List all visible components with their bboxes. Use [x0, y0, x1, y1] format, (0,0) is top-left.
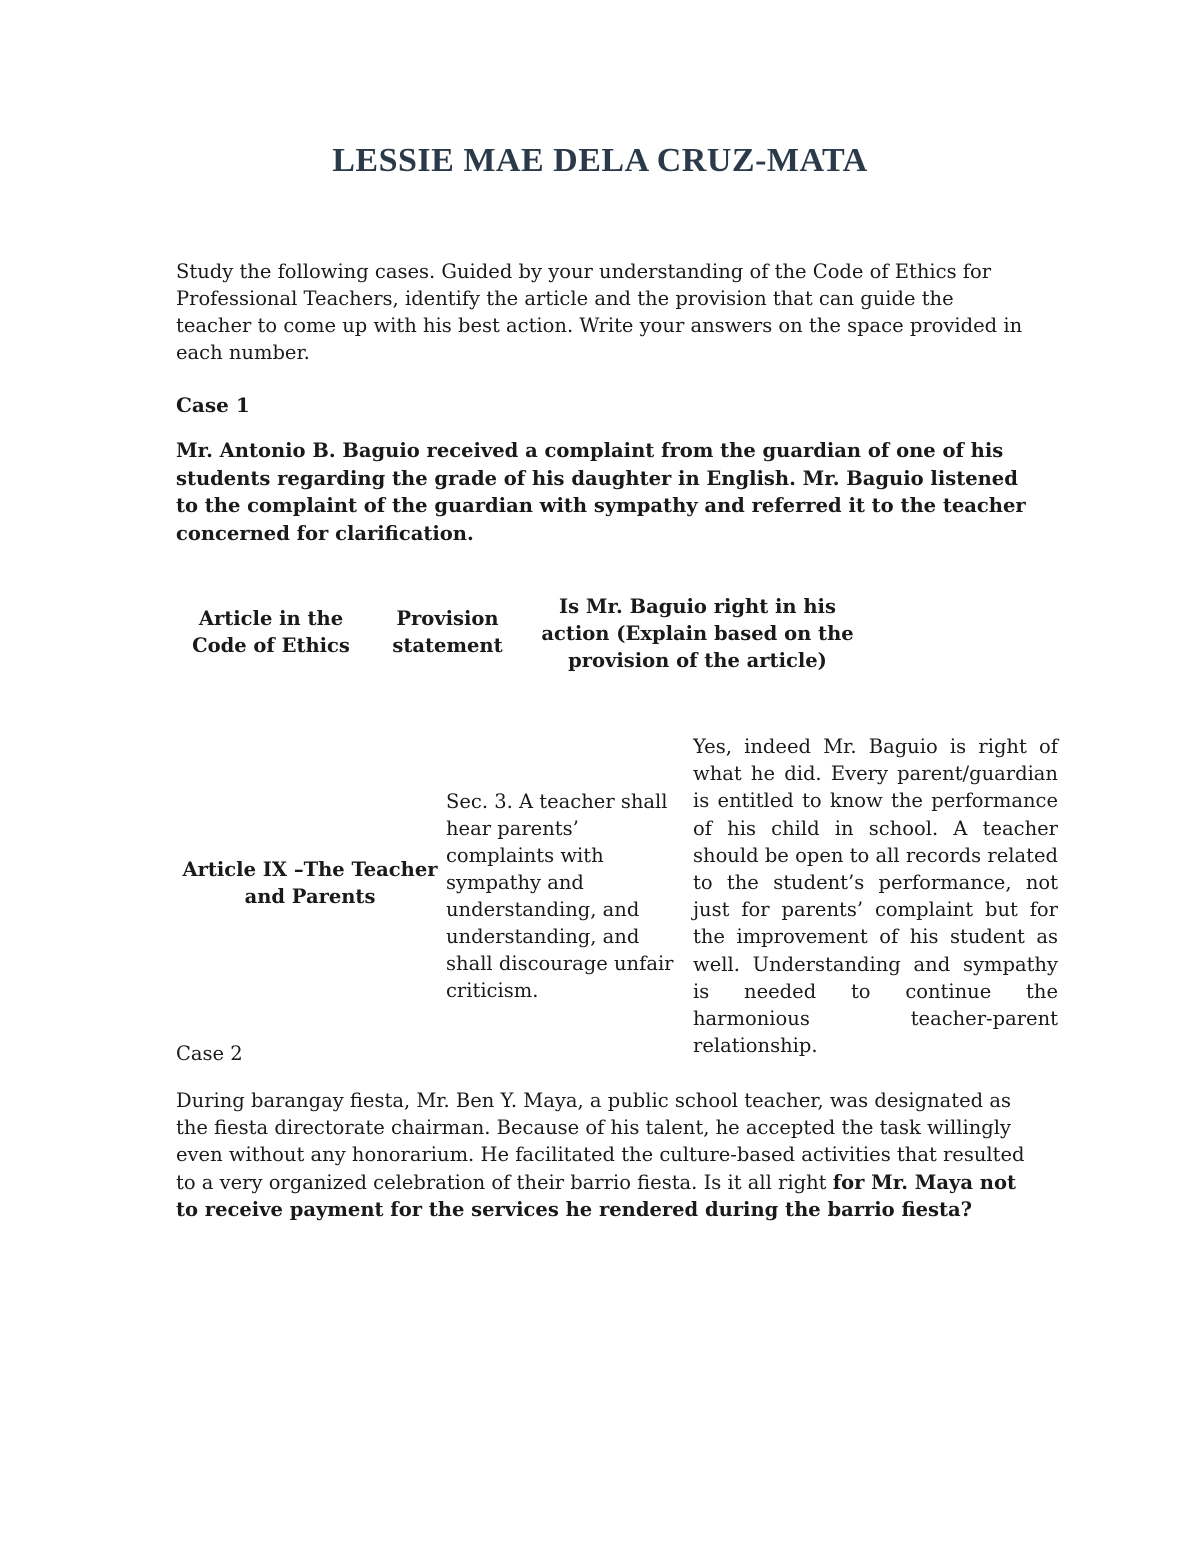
- case1-heading: Case 1: [176, 393, 250, 417]
- case2-question-bold: for Mr. Maya not to receive payment for the services he rendered during the barrio fiesta?: [176, 1170, 1016, 1221]
- case1-description: Mr. Antonio B. Baguio received a complaint from the guardian of one of his students regarding the grade of his daughter in English. Mr. Baguio listened to the complaint of the guardian with sympathy and referred it to the teacher concerned for clarification.: [176, 439, 1026, 545]
- table-cell-article: Article IX –The Teacher and Parents: [182, 858, 438, 908]
- table-header-explanation: Is Mr. Baguio right in his action (Explain based on the provision of the article): [541, 595, 854, 672]
- table-header-provision: Provision statement: [392, 607, 503, 657]
- table-cell-provision: Sec. 3. A teacher shall hear parents’ complaints with sympathy and understanding, and understanding, and shall discourage unfair criticism.: [446, 790, 674, 1002]
- instructions-paragraph: Study the following cases. Guided by your understanding of the Code of Ethics for Professional Teachers, identify the article and the provision that can guide the teacher to come up with his best action. Write your answers on the space provided in each number.: [176, 260, 1023, 364]
- table-cell-explanation: Yes, indeed Mr. Baguio is right of what he did. Every parent/guardian is entitled to know the performance of his child in school. A teacher should be open to all records related to the student’s performance, not just for parents’ complaint but for the improvement of his student as well. Understanding and sympathy is needed to continue the harmonious teacher-parent relationship.: [693, 735, 1058, 1058]
- case2-text-plain: During barangay fiesta, Mr. Ben Y. Maya, a public school teacher, was designated as the fiesta directorate chairman. Because of his talent, he accepted the task willingly even without any honorarium. He facilitated the culture-based activities that resulted to a very organized celebration of their barrio fiesta. Is it all right: [176, 1089, 1025, 1194]
- table-header-article: Article in the Code of Ethics: [192, 607, 350, 657]
- case2-heading: Case 2: [176, 1042, 243, 1065]
- page-title: LESSIE MAE DELA CRUZ-MATA: [332, 142, 868, 179]
- case2-description: [176, 1087, 1036, 1223]
